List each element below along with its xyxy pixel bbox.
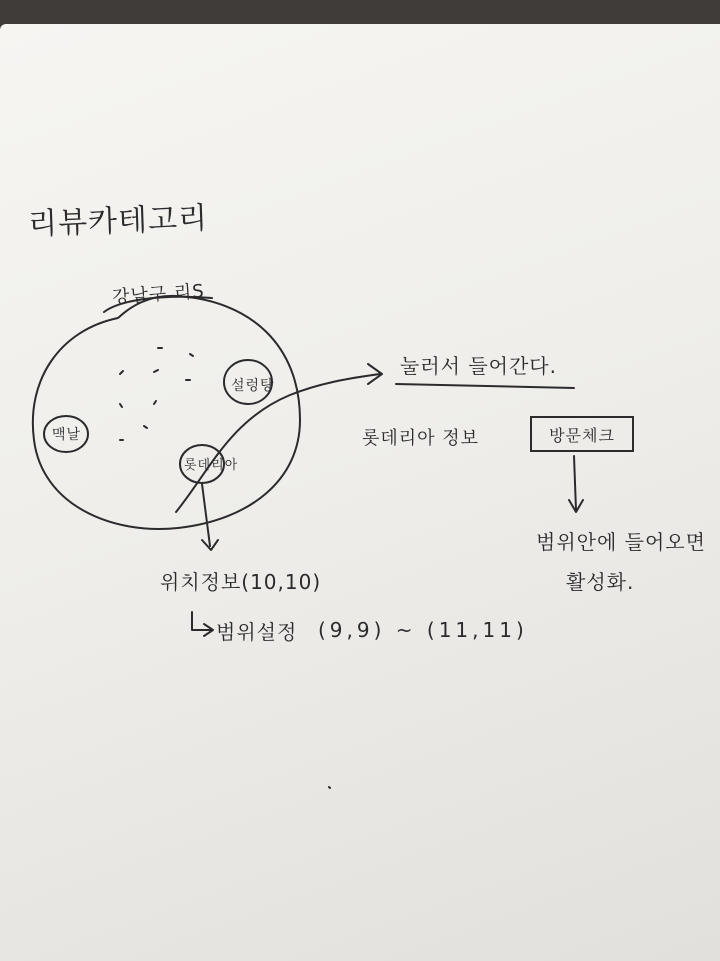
activate-arrow xyxy=(574,456,576,510)
store-label-mid: 롯데리아 xyxy=(184,458,239,473)
activate-note-line2: 활성화. xyxy=(566,570,635,594)
activate-note-line1: 범위안에 들어오면 xyxy=(536,530,706,554)
store-info-label: 롯데리아 정보 xyxy=(362,428,480,449)
range-label: 범위설정 xyxy=(216,620,298,644)
scatter-mark xyxy=(144,426,147,428)
enter-note: 눌러서 들어간다. xyxy=(400,354,557,378)
enter-underline xyxy=(396,384,574,388)
location-coords: (10,10) xyxy=(241,570,322,594)
district-label: 강남구 리S xyxy=(111,280,206,309)
scatter-mark xyxy=(190,354,193,356)
visit-check-button[interactable]: 방문체크 xyxy=(530,416,634,452)
paper-dot xyxy=(329,787,330,788)
scatter-mark xyxy=(120,404,122,407)
location-info xyxy=(160,566,321,595)
location-label: 위치정보 xyxy=(160,570,242,594)
range-value: (9,9) ~ (11,11) xyxy=(318,618,528,642)
location-arrow xyxy=(202,484,210,546)
store-label-right: 설렁탕 xyxy=(231,378,275,394)
scatter-mark xyxy=(120,371,123,374)
enter-arrow xyxy=(176,374,380,512)
store-label-left: 맥날 xyxy=(52,427,82,443)
scatter-mark xyxy=(154,370,158,372)
scatter-mark xyxy=(154,401,156,404)
page-title: 리뷰카테고리 xyxy=(27,200,209,243)
